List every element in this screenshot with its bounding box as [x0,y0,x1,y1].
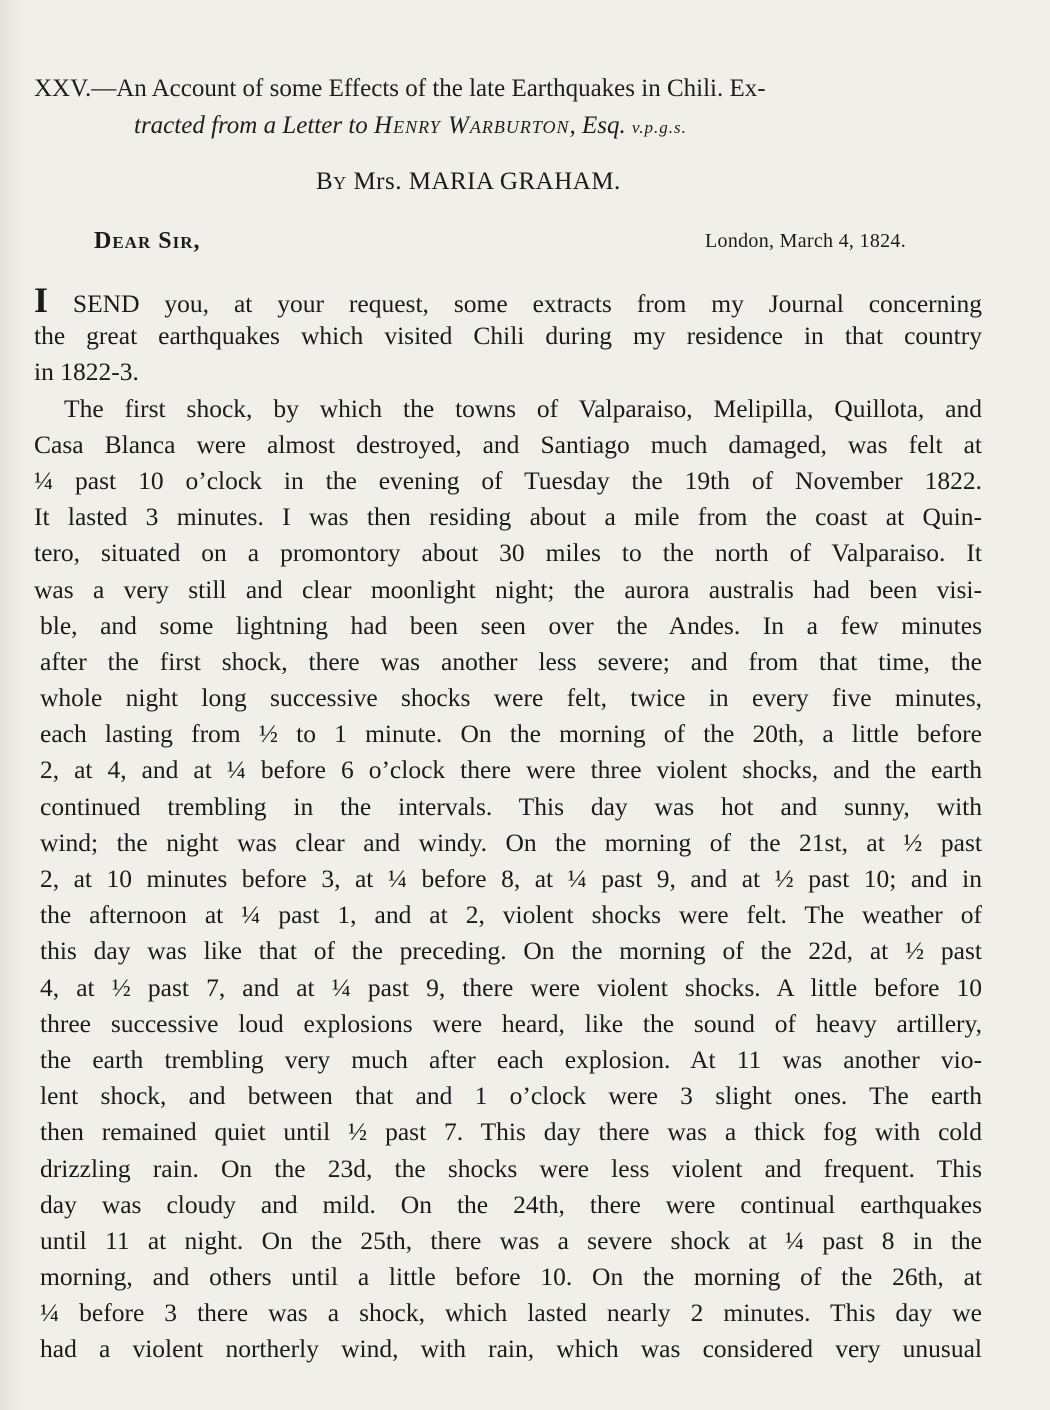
body-line: after the first shock, there was another less severe; and from that time, the [40,646,982,676]
letter-dateline: London, March 4, 1824. [705,230,907,252]
body-line: in 1822-3. [34,357,139,387]
recipient-name: Henry Warburton [374,112,570,139]
recipient-title: v.p.g.s. [632,118,687,137]
body-line: continued trembling in the intervals. This day was hot and sunny, with [40,791,982,821]
body-line: the great earthquakes which visited Chili during my residence in that country [34,321,982,351]
body-line: tero, situated on a promontory about 30 miles to the north of Valparaiso. It [34,538,982,568]
body-line: the afternoon at ¼ past 1, and at 2, violent shocks were felt. The weather of [40,900,982,930]
body-line: then remained quiet until ½ past 7. This day there was a thick fog with cold [40,1117,982,1147]
author-name: Mrs. MARIA GRAHAM. [353,168,621,195]
letter-salutation: Dear Sir, [94,228,201,254]
body-line: It lasted 3 minutes. I was then residing about a mile from the coast at Quin- [34,502,982,532]
body-line: whole night long successive shocks were felt, twice in every five minutes, [40,683,982,713]
body-line: ¼ past 10 o’clock in the evening of Tuesday the 19th of November 1822. [34,465,982,495]
drop-cap: I [34,282,49,319]
body-line: each lasting from ½ to 1 minute. On the morning of the 20th, a little before [40,719,982,749]
body-line: the earth trembling very much after each explosion. At 11 was another vio- [40,1044,982,1074]
body-line: 2, at 10 minutes before 3, at ¼ before 8, at ¼ past 9, and at ½ past 10; and in [40,864,982,893]
body-line: was a very still and clear moonlight night; the aurora australis had been visi- [34,574,982,604]
body-line: until 11 at night. On the 25th, there was a severe shock at ¼ past 8 in the [40,1225,982,1255]
body-line: drizzling rain. On the 23d, the shocks were less violent and frequent. This [40,1153,982,1183]
title-line-1: XXV.—An Account of some Effects of the late Earthquakes in Chili. Ex- [34,75,766,102]
body-line: this day was like that of the preceding. On the morning of the 22d, at ½ past [40,936,982,966]
body-line: wind; the night was clear and windy. On the morning of the 21st, at ½ past [40,827,982,857]
body-line: ¼ before 3 there was a shock, which lasted nearly 2 minutes. This day we [40,1298,982,1328]
body-line: I SEND you, at your request, some extracts from my Journal concerning [34,282,982,319]
gutter-shadow [0,0,22,1410]
body-line: 2, at 4, and at ¼ before 6 o’clock there were three violent shocks, and the earth [40,755,982,785]
title-line-2: tracted from a Letter to Henry Warburton, Esq. v.p.g.s. [134,112,687,139]
body-line: day was cloudy and mild. On the 24th, there were continual earthquakes [40,1189,982,1219]
body-line: 4, at ½ past 7, and at ¼ past 9, there were violent shocks. A little before 10 [40,972,982,1002]
body-line: had a violent northerly wind, with rain, which was considered very unusual [40,1334,982,1364]
body-line: three successive loud explosions were heard, like the sound of heavy artillery, [40,1008,982,1038]
body-line: morning, and others until a little before 10. On the morning of the 26th, at [40,1262,982,1292]
body-line: lent shock, and between that and 1 o’clock were 3 slight ones. The earth [40,1081,982,1111]
body-line: The first shock, by which the towns of Valparaiso, Melipilla, Quillota, and [64,393,982,423]
letter-body [34,282,982,1368]
author-byline: By Mrs. MARIA GRAHAM. [316,168,621,195]
article-title [34,70,984,146]
body-line: ble, and some lightning had been seen over the Andes. In a few minutes [40,610,982,640]
body-line: Casa Blanca were almost destroyed, and Santiago much damaged, was felt at [34,429,982,459]
